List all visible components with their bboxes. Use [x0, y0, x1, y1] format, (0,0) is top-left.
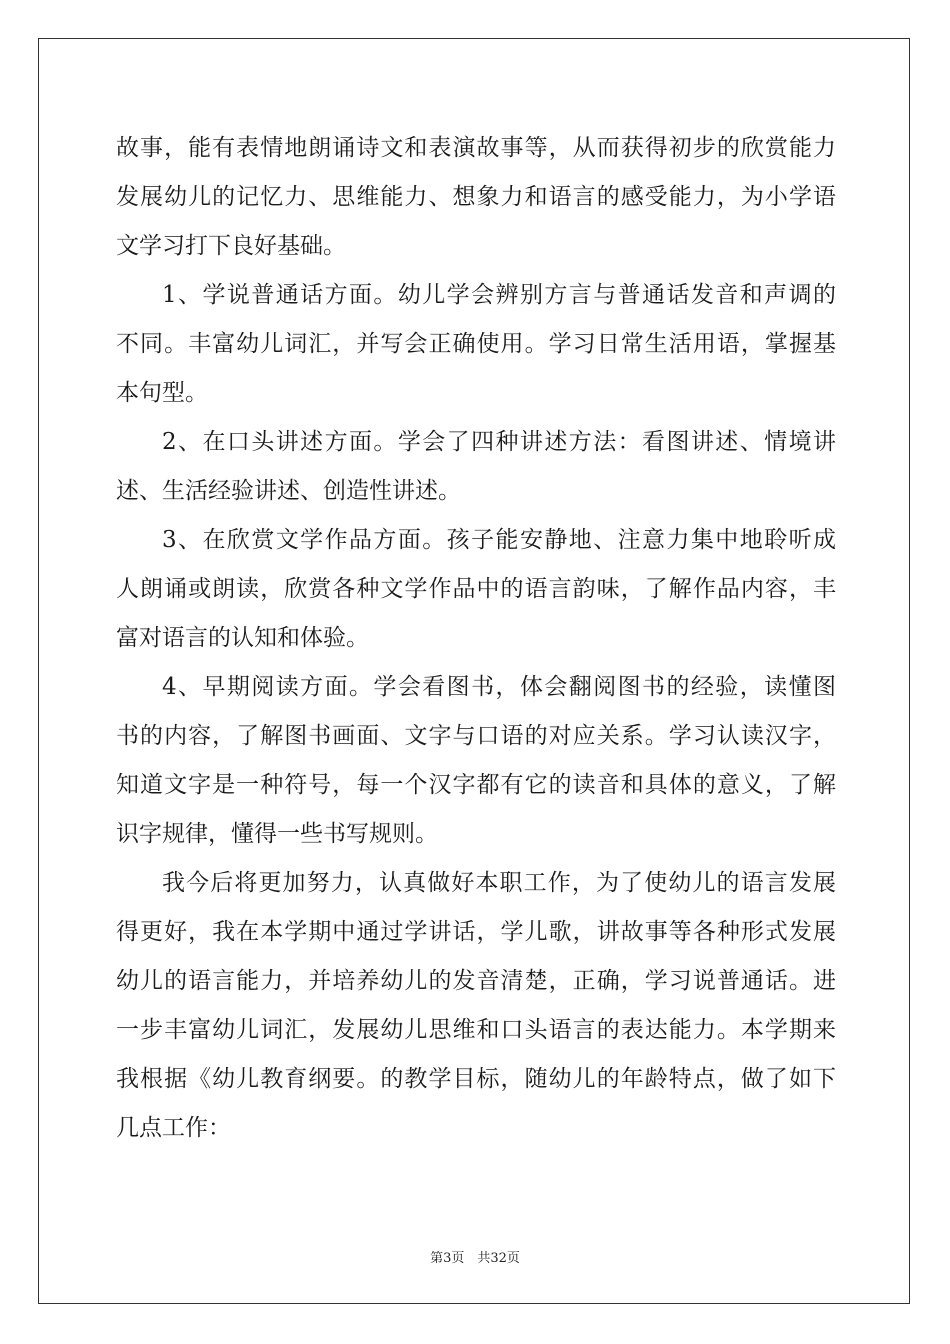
text-line: 我根据《幼儿教育纲要。的教学目标，随幼儿的年龄特点，做了如下 — [116, 1066, 836, 1092]
paragraph-5-line: 我今后将更加努力，认真做好本职工作，为了使幼儿的语言发展 — [162, 870, 836, 896]
paragraph-4-line: 4、早期阅读方面。学会看图书，体会翻阅图书的经验，读懂图 — [162, 674, 836, 700]
text-line: 述、生活经验讲述、创造性讲述。 — [116, 478, 461, 504]
text-line: 书的内容，了解图书画面、文字与口语的对应关系。学习认读汉字， — [116, 723, 836, 749]
text-line: 幼儿的语言能力，并培养幼儿的发音清楚，正确，学习说普通话。进 — [116, 968, 836, 994]
page-number: 第3页 共32页 — [430, 1251, 520, 1266]
document-body — [116, 124, 836, 1153]
text-line: 一步丰富幼儿词汇，发展幼儿思维和口头语言的表达能力。本学期来 — [116, 1017, 836, 1043]
paragraph-3-line: 3、在欣赏文学作品方面。孩子能安静地、注意力集中地聆听成 — [162, 527, 836, 553]
text-line: 富对语言的认知和体验。 — [116, 625, 369, 651]
text-line: 不同。丰富幼儿词汇，并写会正确使用。学习日常生活用语，掌握基 — [116, 331, 836, 357]
paragraph-2-line: 2、在口头讲述方面。学会了四种讲述方法：看图讲述、情境讲 — [162, 429, 836, 455]
text-line: 人朗诵或朗读，欣赏各种文学作品中的语言韵味，了解作品内容，丰 — [116, 576, 836, 602]
text-line: 发展幼儿的记忆力、思维能力、想象力和语言的感受能力，为小学语 — [116, 184, 836, 210]
text-line: 本句型。 — [116, 380, 208, 406]
text-line: 故事，能有表情地朗诵诗文和表演故事等，从而获得初步的欣赏能力 — [116, 135, 836, 161]
text-line: 几点工作： — [116, 1115, 231, 1141]
text-line: 识字规律，懂得一些书写规则。 — [116, 821, 438, 847]
text-line: 得更好，我在本学期中通过学讲话，学儿歌，讲故事等各种形式发展 — [116, 919, 836, 945]
paragraph-1-line: 1、学说普通话方面。幼儿学会辨别方言与普通话发音和声调的 — [162, 282, 836, 308]
text-line: 文学习打下良好基础。 — [116, 233, 346, 259]
text-line: 知道文字是一种符号，每一个汉字都有它的读音和具体的意义，了解 — [116, 772, 836, 798]
